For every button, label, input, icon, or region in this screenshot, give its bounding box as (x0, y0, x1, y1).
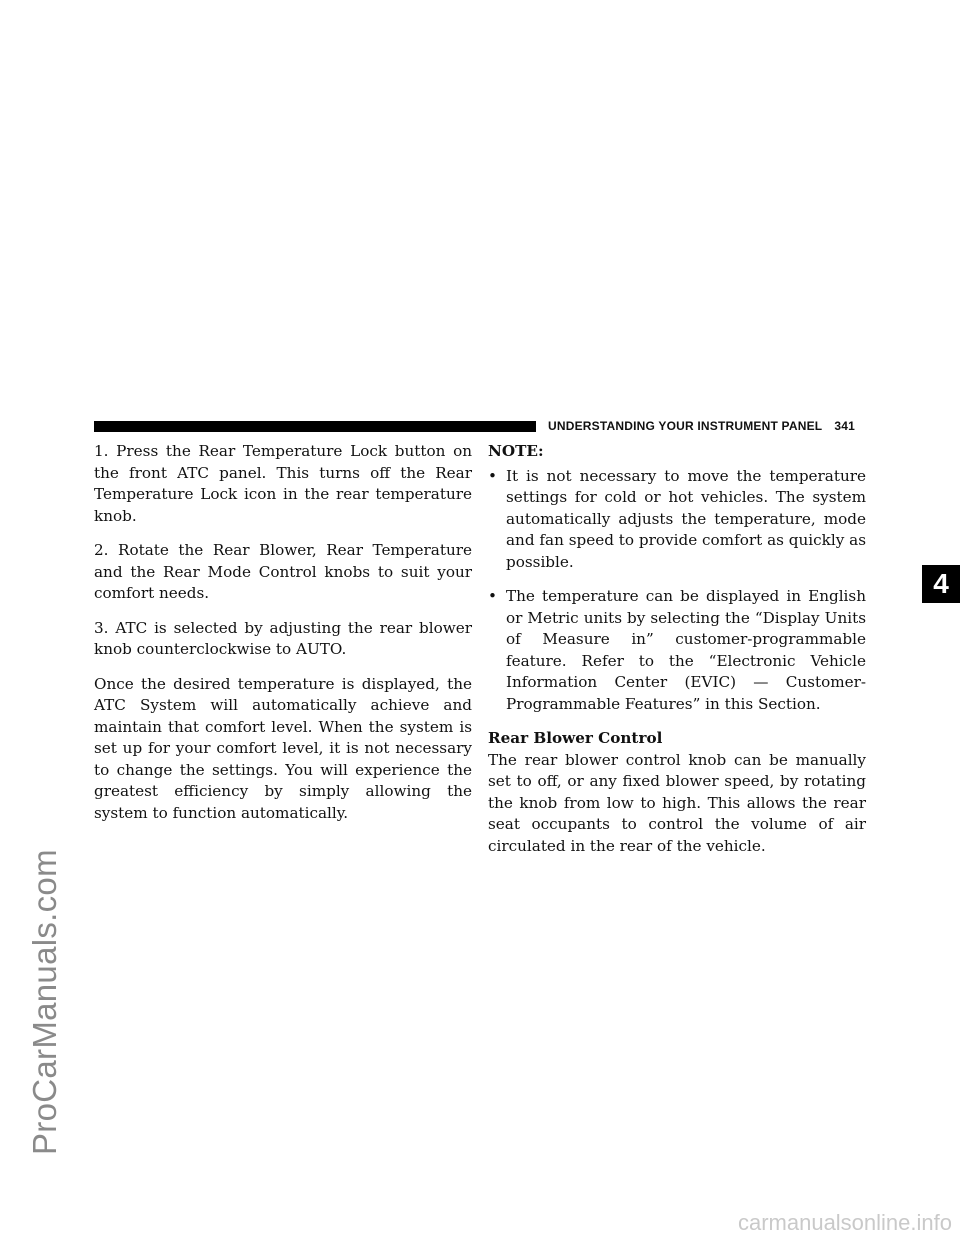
header-title: UNDERSTANDING YOUR INSTRUMENT PANEL (548, 419, 823, 433)
section-tab: 4 (922, 565, 960, 603)
bottom-watermark: carmanualsonline.info (737, 1210, 952, 1235)
step-3-paragraph: 3. ATC is selected by adjusting the rear blower knob counterclockwise to AUTO. (94, 618, 472, 658)
auto-mode-paragraph: Once the desired temperature is displayed, the ATC System will automatically achieve and maintain that comfort level. When the system is set up for your comfort level, it is not necessary to change the settings. You will experience the greatest efficiency by simply allowing the system to function automatically. (94, 674, 472, 822)
step-1-paragraph: 1. Press the Rear Temperature Lock button on the front ATC panel. This turns off the Rear Temperature Lock icon in the rear temperature knob. (94, 442, 472, 525)
section-heading: Rear Blower Control (488, 729, 663, 747)
page-number: 341 (834, 419, 855, 433)
note-bullet-item (488, 586, 866, 715)
right-column (488, 441, 866, 870)
note-bullet-text: The temperature can be displayed in English or Metric units by selecting the “Display Units of Measure in” customer-programmable feature. Refer to the “Electronic Vehicle Information Center (EVIC) — Customer-Programmable Features” in this Section. (506, 587, 866, 713)
side-watermark: ProCarManuals.com (26, 849, 63, 1155)
header-rule (94, 421, 536, 432)
running-header (548, 419, 855, 433)
left-column (94, 441, 472, 837)
bullet-icon: • (488, 466, 497, 485)
note-bullet-item (488, 466, 866, 574)
rear-blower-paragraph: The rear blower control knob can be manually set to off, or any fixed blower speed, by rotating the knob from low to high. This allows the rear seat occupants to control the volume of air circulated in the rear of the vehicle. (488, 750, 866, 855)
step-2-paragraph: 2. Rotate the Rear Blower, Rear Temperature and the Rear Mode Control knobs to suit your comfort needs. (94, 541, 472, 602)
note-title: NOTE: (488, 442, 544, 460)
note-bullet-text: It is not necessary to move the temperature settings for cold or hot vehicles. The system automatically adjusts the temperature, mode and fan speed to provide comfort as quickly as possible. (506, 466, 866, 571)
bullet-icon: • (488, 587, 497, 605)
